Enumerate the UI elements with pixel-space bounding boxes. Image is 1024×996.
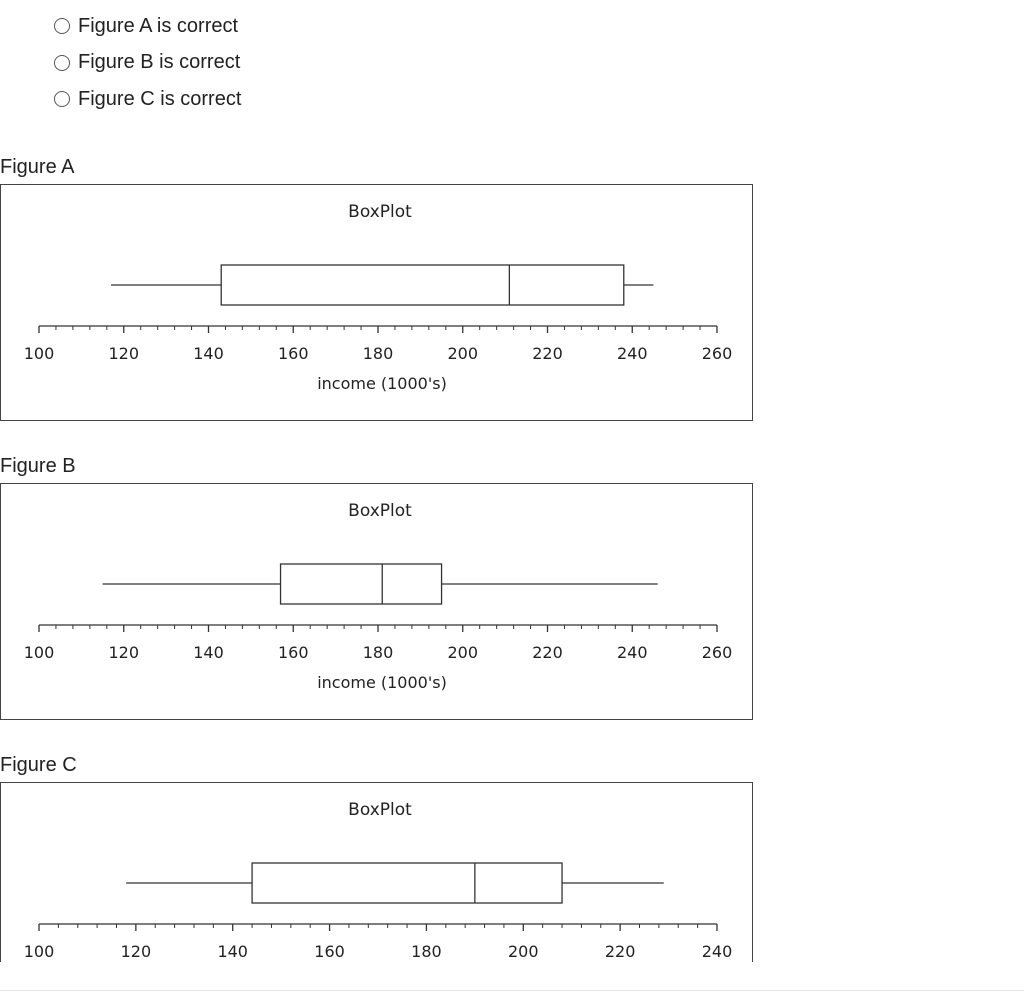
- figure-c-title: Figure C: [0, 754, 77, 776]
- radio-button-icon[interactable]: [54, 55, 70, 71]
- x-axis-label: income (1000's): [317, 673, 447, 692]
- tick-label: 120: [108, 643, 140, 662]
- tick-label: 160: [277, 344, 309, 363]
- chart-title: BoxPlot: [348, 501, 412, 521]
- tick-label: 100: [23, 643, 55, 662]
- radio-button-icon[interactable]: [54, 18, 70, 34]
- boxplot-svg: [1, 484, 753, 720]
- answer-options: [54, 8, 241, 118]
- tick-label: 200: [447, 643, 479, 662]
- x-axis-label: income (1000's): [317, 374, 447, 393]
- tick-label: 220: [532, 643, 563, 662]
- figure-c-chart: [0, 782, 753, 962]
- figure-a-title: Figure A: [0, 156, 75, 178]
- tick-label: 220: [604, 942, 636, 961]
- tick-label: 220: [532, 344, 563, 363]
- figure-b-chart: [0, 483, 753, 720]
- tick-label: 140: [193, 344, 224, 363]
- tick-label: 200: [508, 942, 539, 961]
- boxplot-svg: [1, 185, 753, 421]
- figure-b-title: Figure B: [0, 455, 76, 477]
- interquartile-box: [221, 265, 624, 305]
- tick-label: 260: [701, 643, 733, 662]
- divider: [0, 990, 1024, 991]
- tick-label: 100: [23, 344, 55, 363]
- interquartile-box: [252, 863, 562, 903]
- chart-title: BoxPlot: [348, 800, 412, 820]
- tick-label: 120: [120, 942, 152, 961]
- tick-label: 260: [701, 344, 733, 363]
- interquartile-box: [281, 564, 442, 604]
- chart-title: BoxPlot: [348, 202, 412, 222]
- tick-label: 160: [314, 942, 345, 961]
- boxplot-svg: [1, 783, 753, 962]
- tick-label: 240: [701, 942, 733, 961]
- option-label: Figure B is correct: [78, 51, 241, 74]
- tick-label: 180: [362, 344, 394, 363]
- radio-button-icon[interactable]: [54, 91, 70, 107]
- tick-label: 180: [362, 643, 394, 662]
- tick-label: 240: [616, 643, 648, 662]
- option-figure-a[interactable]: [54, 8, 241, 45]
- option-figure-b[interactable]: [54, 45, 241, 82]
- tick-label: 200: [447, 344, 479, 363]
- figure-a-chart: [0, 184, 753, 421]
- option-label: Figure C is correct: [78, 87, 242, 110]
- tick-label: 120: [108, 344, 140, 363]
- option-label: Figure A is correct: [78, 14, 239, 37]
- tick-label: 160: [277, 643, 309, 662]
- option-figure-c[interactable]: [54, 81, 241, 118]
- tick-label: 140: [217, 942, 248, 961]
- tick-label: 240: [616, 344, 648, 363]
- tick-label: 140: [193, 643, 224, 662]
- tick-label: 180: [411, 942, 442, 961]
- tick-label: 100: [23, 942, 55, 961]
